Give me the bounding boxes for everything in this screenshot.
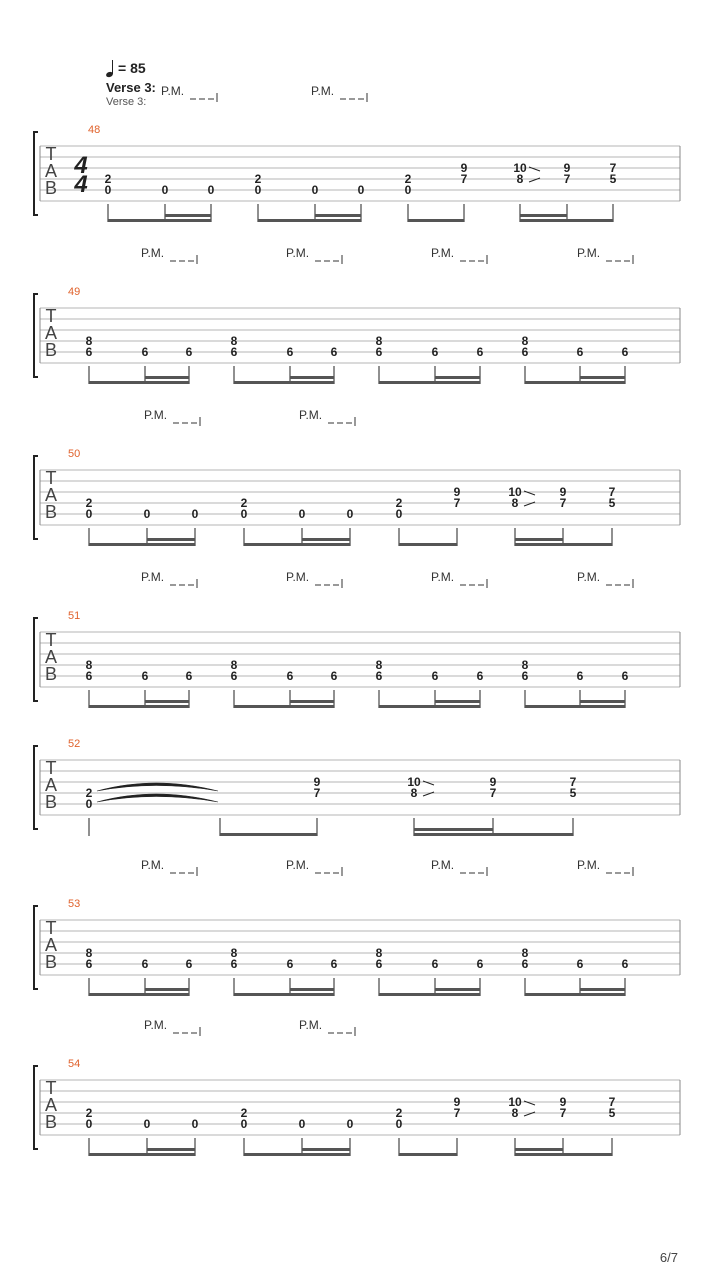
tab-note — [231, 658, 238, 708]
tab-clef-t: T — [45, 918, 57, 938]
palm-mute-marking — [431, 858, 487, 876]
fret-number: 6 — [185, 957, 193, 971]
palm-mute-label: P.M. — [161, 84, 185, 98]
fret-number: 6 — [141, 669, 149, 683]
palm-mute-marking — [286, 858, 342, 876]
tab-note — [105, 172, 112, 222]
tab-clef-b: B — [44, 1112, 58, 1132]
tab-clef-t: T — [45, 630, 57, 650]
tab-note — [609, 1095, 616, 1156]
fret-number: 8 — [511, 1106, 519, 1120]
fret-number: 7 — [563, 172, 571, 186]
fret-number: 8 — [521, 946, 529, 960]
fret-number: 6 — [476, 669, 484, 683]
note-beam — [515, 1153, 612, 1156]
fret-number: 6 — [185, 345, 193, 359]
tab-note — [241, 496, 248, 546]
tab-note — [405, 172, 412, 222]
note-beam — [89, 993, 189, 996]
note-beam — [108, 219, 211, 222]
tempo-value: = 85 — [118, 60, 146, 76]
fret-number: 9 — [453, 1095, 461, 1109]
palm-mute-marking — [431, 246, 487, 264]
palm-mute-label: P.M. — [286, 570, 310, 584]
tab-clef-a: A — [44, 323, 58, 343]
system-bracket — [34, 294, 38, 377]
fret-number: 6 — [621, 669, 629, 683]
fret-number: 0 — [104, 183, 112, 197]
tab-note — [454, 485, 461, 546]
tab-note — [86, 1106, 93, 1156]
fret-number: 8 — [511, 496, 519, 510]
palm-mute-label: P.M. — [299, 1018, 323, 1032]
measure-number: 51 — [68, 610, 81, 622]
palm-mute-label: P.M. — [299, 408, 323, 422]
measure-number: 54 — [68, 1058, 81, 1070]
fret-number: 0 — [357, 183, 365, 197]
tab-note — [560, 485, 567, 546]
fret-number: 8 — [375, 658, 383, 672]
tab-clef-a: A — [44, 485, 58, 505]
tab-note — [609, 485, 616, 546]
fret-number: 7 — [569, 775, 577, 789]
fret-number: 10 — [508, 485, 522, 499]
note-beam — [89, 543, 195, 546]
fret-number: 0 — [346, 507, 354, 521]
tab-note — [522, 946, 529, 996]
palm-mute-marking — [311, 84, 367, 102]
note-beam — [234, 705, 334, 708]
note-beam — [147, 538, 195, 541]
fret-number: 0 — [311, 183, 319, 197]
fret-number: 6 — [521, 669, 529, 683]
fret-number: 6 — [230, 345, 238, 359]
fret-number: 6 — [521, 345, 529, 359]
tab-note — [407, 775, 434, 836]
fret-number: 0 — [191, 507, 199, 521]
tab-note — [231, 334, 238, 384]
tab-note — [522, 334, 529, 384]
fret-number: 0 — [395, 507, 403, 521]
fret-number: 5 — [608, 1106, 616, 1120]
note-beam — [302, 1148, 350, 1151]
palm-mute-marking — [141, 246, 197, 264]
fret-number: 6 — [230, 957, 238, 971]
measure-number: 50 — [68, 448, 81, 460]
fret-number: 9 — [489, 775, 497, 789]
tab-clef-b: B — [44, 178, 58, 198]
fret-number: 8 — [375, 334, 383, 348]
fret-number: 6 — [621, 957, 629, 971]
fret-number: 9 — [313, 775, 321, 789]
tab-clef-a: A — [44, 1095, 58, 1115]
fret-number: 6 — [375, 669, 383, 683]
system-bracket — [34, 906, 38, 989]
note-beam — [89, 381, 189, 384]
palm-mute-marking — [299, 1018, 355, 1036]
fret-number: 8 — [410, 786, 418, 800]
palm-mute-marking — [286, 570, 342, 588]
fret-number: 5 — [608, 496, 616, 510]
fret-number: 0 — [298, 1117, 306, 1131]
tab-note — [522, 658, 529, 708]
fret-number: 2 — [104, 172, 112, 186]
palm-mute-label: P.M. — [431, 858, 455, 872]
tab-note — [461, 161, 468, 222]
tab-clef-b: B — [44, 664, 58, 684]
palm-mute-marking — [161, 84, 217, 102]
note-beam — [379, 993, 480, 996]
measure-number: 48 — [88, 124, 101, 136]
section-label: Verse 3: — [106, 80, 156, 95]
note-beam — [89, 705, 189, 708]
tab-note — [231, 946, 238, 996]
palm-mute-label: P.M. — [286, 858, 310, 872]
fret-number: 6 — [85, 669, 93, 683]
system-bracket — [34, 1066, 38, 1149]
fret-number: 7 — [460, 172, 468, 186]
note-beam — [414, 828, 493, 831]
tab-system-49 — [34, 246, 680, 384]
palm-mute-label: P.M. — [286, 246, 310, 260]
fret-number: 0 — [298, 507, 306, 521]
note-beam — [290, 988, 334, 991]
fret-number: 6 — [85, 345, 93, 359]
fret-number: 5 — [609, 172, 617, 186]
note-beam — [399, 543, 457, 546]
note-beam — [435, 700, 480, 703]
note-beam — [234, 993, 334, 996]
tab-clef-t: T — [45, 144, 57, 164]
note-beam — [435, 988, 480, 991]
note-beam — [89, 1153, 195, 1156]
palm-mute-label: P.M. — [577, 858, 601, 872]
palm-mute-label: P.M. — [141, 570, 165, 584]
fret-number: 6 — [230, 669, 238, 683]
fret-number: 8 — [375, 946, 383, 960]
fret-number: 0 — [143, 507, 151, 521]
palm-mute-marking — [141, 570, 197, 588]
note-beam — [147, 1148, 195, 1151]
note-beam — [525, 381, 625, 384]
measure-number: 52 — [68, 738, 81, 750]
tie-arc — [97, 783, 218, 791]
note-beam — [379, 705, 480, 708]
fret-number: 6 — [141, 957, 149, 971]
fret-number: 9 — [453, 485, 461, 499]
fret-number: 2 — [395, 496, 403, 510]
tab-clef-t: T — [45, 758, 57, 778]
palm-mute-marking — [144, 1018, 200, 1036]
fret-number: 0 — [240, 507, 248, 521]
fret-number: 7 — [559, 496, 567, 510]
fret-number: 6 — [330, 669, 338, 683]
palm-mute-marking — [144, 408, 200, 426]
note-beam — [399, 1153, 457, 1156]
fret-number: 0 — [85, 507, 93, 521]
fret-number: 7 — [608, 485, 616, 499]
fret-number: 8 — [230, 658, 238, 672]
tab-note — [560, 1095, 567, 1156]
fret-number: 6 — [621, 345, 629, 359]
tab-note — [508, 485, 535, 546]
note-beam — [258, 219, 361, 222]
system-bracket — [34, 132, 38, 215]
fret-number: 0 — [254, 183, 262, 197]
note-beam — [408, 219, 464, 222]
fret-number: 7 — [608, 1095, 616, 1109]
tab-note — [376, 334, 383, 384]
tab-note — [396, 1106, 403, 1156]
note-beam — [435, 376, 480, 379]
fret-number: 6 — [431, 669, 439, 683]
fret-number: 7 — [559, 1106, 567, 1120]
tab-note — [508, 1095, 535, 1156]
note-beam — [244, 1153, 350, 1156]
fret-number: 8 — [85, 334, 93, 348]
note-beam — [290, 376, 334, 379]
note-beam — [234, 381, 334, 384]
fret-number: 2 — [404, 172, 412, 186]
palm-mute-label: P.M. — [141, 858, 165, 872]
palm-mute-marking — [577, 858, 633, 876]
tab-clef-a: A — [44, 647, 58, 667]
tab-system-52 — [34, 738, 680, 836]
fret-number: 0 — [143, 1117, 151, 1131]
tab-note — [241, 1106, 248, 1156]
fret-number: 2 — [395, 1106, 403, 1120]
palm-mute-label: P.M. — [311, 84, 335, 98]
tab-clef-b: B — [44, 952, 58, 972]
tab-note — [454, 1095, 461, 1156]
tab-note — [376, 658, 383, 708]
note-beam — [220, 833, 317, 836]
fret-number: 6 — [185, 669, 193, 683]
note-beam — [145, 376, 189, 379]
tab-clef-t: T — [45, 468, 57, 488]
note-beam — [525, 993, 625, 996]
fret-number: 7 — [453, 496, 461, 510]
note-beam — [520, 214, 567, 217]
fret-number: 8 — [521, 658, 529, 672]
fret-number: 0 — [85, 1117, 93, 1131]
fret-number: 8 — [85, 658, 93, 672]
tab-system-51 — [34, 570, 680, 708]
fret-number: 6 — [375, 957, 383, 971]
tab-note — [86, 946, 93, 996]
fret-number: 9 — [559, 485, 567, 499]
fret-number: 7 — [453, 1106, 461, 1120]
system-bracket — [34, 456, 38, 539]
fret-number: 6 — [576, 669, 584, 683]
tab-clef-a: A — [44, 161, 58, 181]
palm-mute-marking — [431, 570, 487, 588]
fret-number: 10 — [508, 1095, 522, 1109]
fret-number: 6 — [431, 345, 439, 359]
fret-number: 6 — [431, 957, 439, 971]
palm-mute-marking — [286, 246, 342, 264]
tab-system-48 — [34, 84, 680, 222]
note-beam — [244, 543, 350, 546]
palm-mute-marking — [299, 408, 355, 426]
fret-number: 6 — [576, 957, 584, 971]
fret-number: 6 — [521, 957, 529, 971]
palm-mute-marking — [577, 570, 633, 588]
measure-number: 53 — [68, 898, 81, 910]
fret-number: 0 — [240, 1117, 248, 1131]
fret-number: 8 — [230, 946, 238, 960]
palm-mute-label: P.M. — [141, 246, 165, 260]
fret-number: 9 — [559, 1095, 567, 1109]
note-beam — [515, 543, 612, 546]
fret-number: 0 — [85, 797, 93, 811]
palm-mute-label: P.M. — [431, 246, 455, 260]
system-bracket — [34, 746, 38, 829]
tie-arc — [97, 794, 218, 802]
page-number: 6/7 — [659, 1250, 678, 1265]
fret-number: 0 — [346, 1117, 354, 1131]
fret-number: 2 — [254, 172, 262, 186]
fret-number: 7 — [489, 786, 497, 800]
palm-mute-label: P.M. — [431, 570, 455, 584]
note-beam — [515, 1148, 563, 1151]
time-signature-top: 4 — [74, 152, 88, 179]
tab-note — [86, 658, 93, 708]
fret-number: 6 — [141, 345, 149, 359]
tab-note — [570, 775, 577, 836]
tab-clef-b: B — [44, 502, 58, 522]
tab-clef-b: B — [44, 792, 58, 812]
tab-note — [86, 786, 93, 836]
note-beam — [145, 988, 189, 991]
tab-note — [376, 946, 383, 996]
fret-number: 0 — [395, 1117, 403, 1131]
tab-clef-t: T — [45, 1078, 57, 1098]
note-beam — [165, 214, 211, 217]
note-beam — [580, 700, 625, 703]
note-beam — [525, 705, 625, 708]
tab-note — [610, 161, 617, 222]
tab-note — [396, 496, 403, 546]
fret-number: 8 — [516, 172, 524, 186]
palm-mute-label: P.M. — [577, 570, 601, 584]
tab-note — [490, 775, 497, 836]
note-beam — [302, 538, 350, 541]
palm-mute-marking — [577, 246, 633, 264]
note-beam — [379, 381, 480, 384]
tab-note — [86, 496, 93, 546]
fret-number: 6 — [286, 345, 294, 359]
fret-number: 0 — [404, 183, 412, 197]
fret-number: 5 — [569, 786, 577, 800]
tab-note — [564, 161, 571, 222]
system-bracket — [34, 618, 38, 701]
fret-number: 0 — [161, 183, 169, 197]
tab-note — [513, 161, 540, 222]
fret-number: 0 — [191, 1117, 199, 1131]
note-beam — [580, 988, 625, 991]
note-beam — [145, 700, 189, 703]
palm-mute-label: P.M. — [144, 1018, 168, 1032]
fret-number: 7 — [313, 786, 321, 800]
fret-number: 0 — [207, 183, 215, 197]
fret-number: 6 — [330, 957, 338, 971]
palm-mute-label: P.M. — [144, 408, 168, 422]
tab-note — [255, 172, 262, 222]
fret-number: 6 — [576, 345, 584, 359]
fret-number: 2 — [85, 496, 93, 510]
note-beam — [520, 219, 613, 222]
tab-system-53 — [34, 858, 680, 996]
tab-note — [86, 334, 93, 384]
tab-system-50 — [34, 408, 680, 546]
fret-number: 6 — [85, 957, 93, 971]
fret-number: 10 — [513, 161, 527, 175]
tab-system-54 — [34, 1018, 680, 1156]
tab-clef-b: B — [44, 340, 58, 360]
fret-number: 2 — [240, 1106, 248, 1120]
fret-number: 8 — [521, 334, 529, 348]
fret-number: 10 — [407, 775, 421, 789]
note-beam — [515, 538, 563, 541]
section-sublabel: Verse 3: — [106, 96, 147, 108]
fret-number: 2 — [85, 1106, 93, 1120]
fret-number: 6 — [476, 957, 484, 971]
tab-clef-a: A — [44, 775, 58, 795]
note-beam — [580, 376, 625, 379]
tab-clef-a: A — [44, 935, 58, 955]
fret-number: 2 — [85, 786, 93, 800]
tab-note — [314, 775, 321, 836]
fret-number: 6 — [476, 345, 484, 359]
fret-number: 6 — [286, 957, 294, 971]
fret-number: 9 — [460, 161, 468, 175]
measure-number: 49 — [68, 286, 81, 298]
fret-number: 6 — [330, 345, 338, 359]
palm-mute-marking — [141, 858, 197, 876]
fret-number: 8 — [230, 334, 238, 348]
tab-clef-t: T — [45, 306, 57, 326]
fret-number: 6 — [286, 669, 294, 683]
fret-number: 7 — [609, 161, 617, 175]
fret-number: 8 — [85, 946, 93, 960]
fret-number: 9 — [563, 161, 571, 175]
fret-number: 2 — [240, 496, 248, 510]
fret-number: 6 — [375, 345, 383, 359]
note-beam — [290, 700, 334, 703]
note-beam — [315, 214, 361, 217]
palm-mute-label: P.M. — [577, 246, 601, 260]
note-beam — [414, 833, 573, 836]
time-signature-bottom: 4 — [74, 171, 88, 198]
